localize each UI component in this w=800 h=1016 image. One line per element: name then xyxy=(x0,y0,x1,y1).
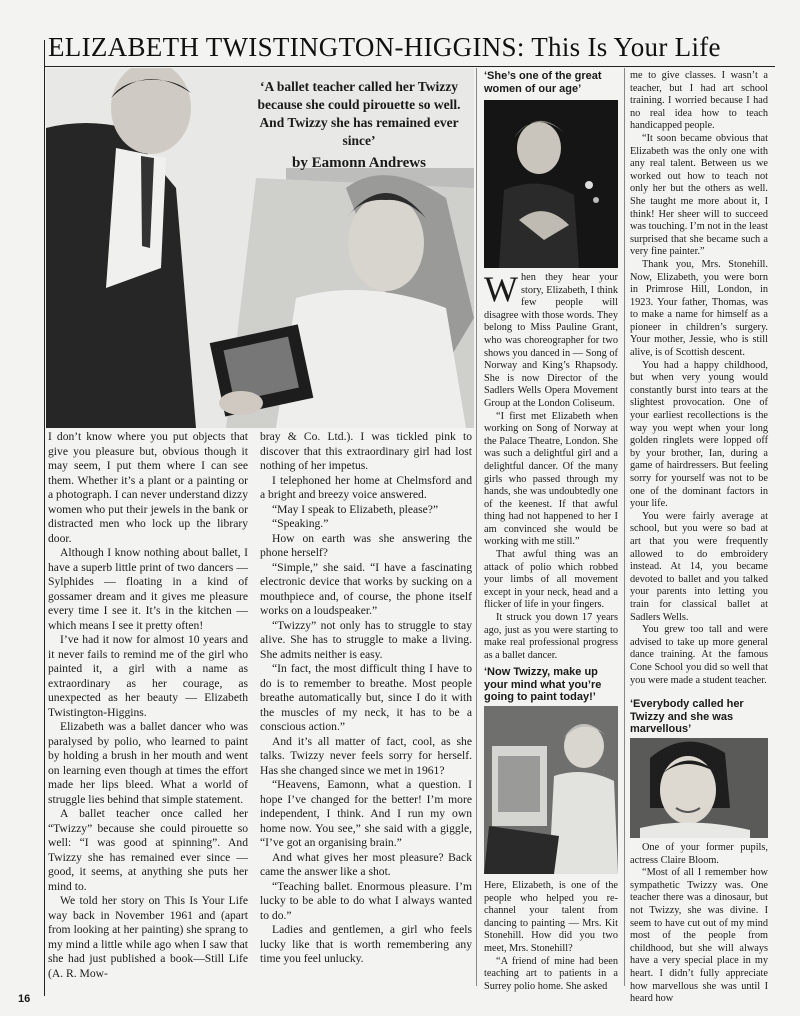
col3-paragraph: “I first met Elizabeth when working on Song of Norway at the Palace Theatre, London. She was such a delightful girl and a delightful dancer. Of the many girls who passed through my hands, she was undoubtedly one of the keenest. If that awful thing had not happened to her I am convinced she would be working with me still.” xyxy=(484,410,618,548)
body-column-4-top xyxy=(630,70,768,687)
col2-paragraph: “Twizzy” not only has to struggle to stay alive. She has to struggle to make a living. She admits neither is easy. xyxy=(260,618,472,661)
body-column-4-bottom xyxy=(630,842,768,1006)
col2-paragraph: “In fact, the most difficult thing I have to do is to remember to breathe. Most people breathe automatically but, since I do it with the muscles of my neck, it has to be a conscious action.” xyxy=(260,662,472,733)
caption-paint-today: ‘Now Twizzy, make up your mind what you’re going to paint today!’ xyxy=(484,666,602,703)
col3-first-paragraph: hen they hear your story, Elizabeth, I think few people will disagree with those words. They belong to Miss Pauline Grant, who was choreographer for two shows you danced in — Song of Norway and King’s Rhapsody. She is now Director of the Sadlers Wells Opera Movement Group at the London Coliseum. xyxy=(484,272,618,409)
col4-paragraph: You had a happy childhood, but when very young would constantly burst into tears at the slightest provocation. One of your earliest recollections is the way you wept when your long golden ringlets were lopped off by your brother, Ian, during a game of hairdressers. But feeling sorry for yourself was not to be one of the dominant factors in your life. xyxy=(630,359,768,510)
col4-paragraph: Thank you, Mrs. Stonehill. Now, Elizabeth, you were born in Primrose Hill, London, in 1923. Your father, Thomas, was to make a name for himself as a pioneer in children’s surgery. Your mother, Jessie, who is still alive, is of Scottish descent. xyxy=(630,258,768,359)
col1-paragraph: We told her story on This Is Your Life way back in November 1961 and (apart from looking at her painting) she sprang to my mind a little while ago when I saw that she had just published a book—Still Life (A. R. Mow- xyxy=(48,894,248,980)
col3-paragraph xyxy=(484,269,618,411)
page-number: 16 xyxy=(18,993,31,1005)
headline: ELIZABETH TWISTINGTON-HIGGINS: This Is Your Life xyxy=(48,32,721,62)
col2-paragraph: And what gives her most pleasure? Back came the answer like a shot. xyxy=(260,850,472,878)
col2-paragraph: Ladies and gentlemen, a girl who feels lucky like that is worth remembering any time you feel unlucky. xyxy=(260,923,472,965)
col1-paragraph: Elizabeth was a ballet dancer who was paralysed by polio, who learned to paint by holding a brush in her mouth and went on learning even though at times the effort made her lips bleed. What a world of struggle lies behind that simple statement. xyxy=(48,720,248,806)
col2-paragraph: bray & Co. Ltd.). I was tickled pink to discover that this extraordinary girl had lost nothing of her impetus. xyxy=(260,430,472,472)
col4-paragraph: me to give classes. I wasn’t a teacher, but I had art school training. I worried because I had no real idea how to teach handicapped people. xyxy=(630,70,768,132)
pauline-grant-photo xyxy=(484,100,618,268)
drop-cap: W xyxy=(484,269,518,309)
pull-quote: ‘A ballet teacher called her Twizzy because she could pirouette so well. And Twizzy she has remained ever since’ xyxy=(257,79,461,148)
col4-paragraph: One of your former pupils, actress Claire Bloom. xyxy=(630,842,768,866)
headline-rule xyxy=(44,66,775,67)
col4-paragraph: “It soon became obvious that Elizabeth was the only one with any real talent. Between us we worked out how to teach not only her but the others as well. She taught me more about it, I think! Her sheer will to succeed was touching. I’m not in the least surprised that she became such a very fine painter.” xyxy=(630,132,768,258)
body-column-3-top xyxy=(484,269,618,662)
kit-stonehill-photo xyxy=(484,706,618,874)
col2-paragraph: How on earth was she answering the phone herself? xyxy=(260,531,472,559)
col1-paragraph: I don’t know where you put objects that give you pleasure but, obvious though it may seem, I put them where I can see them. Whether it’s a plant or a painting or a photograph. I can never understand dizzy women who put their jewels in the bank or distracted men who lock up the library door. xyxy=(48,430,248,545)
col2-paragraph: “Teaching ballet. Enormous pleasure. I’m lucky to be able to do what I always wanted to do.” xyxy=(260,879,472,922)
col3-paragraph: That awful thing was an attack of polio which robbed your limbs of all movement except in your neck, head and a flicker of life in your fingers. xyxy=(484,549,618,611)
col1-paragraph: A ballet teacher once called her “Twizzy” because she could pirouette so well: “I was good at spinning”. And Twizzy she has remained ever since — good, it seems, at anything she puts her mind to. xyxy=(48,807,248,893)
byline: by Eamonn Andrews xyxy=(292,155,426,171)
claire-bloom-photo xyxy=(630,738,768,838)
col2-paragraph: “Simple,” she said. “I have a fascinating electronic device that works by sucking on a mouthpiece and, of course, the phone itself works on a loudspeaker.” xyxy=(260,560,472,617)
column-rule-2 xyxy=(624,68,625,986)
col1-paragraph: Although I know nothing about ballet, I have a superb little print of two dancers — Sylphides — floating in a kind of gossamer dream and it gives me pleasure every time I see it. It’s in the kitchen — which means I see it pretty often! xyxy=(48,546,248,632)
body-column-1 xyxy=(48,430,248,981)
col2-paragraph: “Speaking.” xyxy=(272,517,329,530)
col2-paragraph: And it’s all matter of fact, cool, as she talks. Twizzy never feels sorry for herself. Has she changed since we met in 1961? xyxy=(260,734,472,777)
col3-paragraph: “A friend of mine had been teaching art to patients in a Surrey polio home. She asked xyxy=(484,955,618,992)
col4-paragraph: You grew too tall and were advised to take up more general dance training. At the famous Cone School you did so well that you were made a student teacher. xyxy=(630,624,768,686)
col3-paragraph: It struck you down 17 years ago, just as you were starting to make real professional progress as a ballet dancer. xyxy=(484,612,618,661)
caption-marvellous: ‘Everybody called her Twizzy and she was marvellous’ xyxy=(630,698,744,735)
body-column-2 xyxy=(260,430,472,967)
col2-paragraph: “May I speak to Elizabeth, please?” xyxy=(272,502,439,516)
col4-paragraph: “Most of all I remember how sympathetic Twizzy was. One teacher there was a dinosaur, but not Twizzy, she was divine. I seem to have cut out of my mind most of the people from childhood, but she will always have a very special place in my heart. I didn’t fully appreciate how marvellous she was until I heard how xyxy=(630,867,768,1005)
body-column-3-bottom xyxy=(484,880,618,993)
col1-paragraph: I’ve had it now for almost 10 years and it never fails to remind me of the girl who painted it, a girl with a name as extraordinary as her courage, as unexpected as her beauty — Elizabeth Twistington-Higgins. xyxy=(48,633,248,719)
col2-paragraph: “Heavens, Eamonn, what a question. I hope I’ve changed for the better! I’m more independent, I think. And I run my own home now. You see,” she said with a giggle, “I’ve got an organising brain.” xyxy=(260,778,472,849)
column-rule-1 xyxy=(476,68,477,986)
col2-paragraph: I telephoned her home at Chelmsford and a bright and breezy voice answered. xyxy=(260,473,472,501)
caption-great-women: ‘She’s one of the great women of our age’ xyxy=(484,70,602,95)
left-border-rule xyxy=(44,40,45,996)
col3-paragraph: Here, Elizabeth, is one of the people who helped you re-channel your talent from dancing to painting — Mrs. Kit Stonehill. How did you two meet, Mrs. Stonehill? xyxy=(484,880,618,954)
col4-paragraph: You were fairly average at school, but you were so bad at art that you were frequently allowed to do embroidery instead. At 14, you became devoted to ballet and you talked your parents into letting you train for classical ballet at Sadlers Wells. xyxy=(630,510,768,623)
